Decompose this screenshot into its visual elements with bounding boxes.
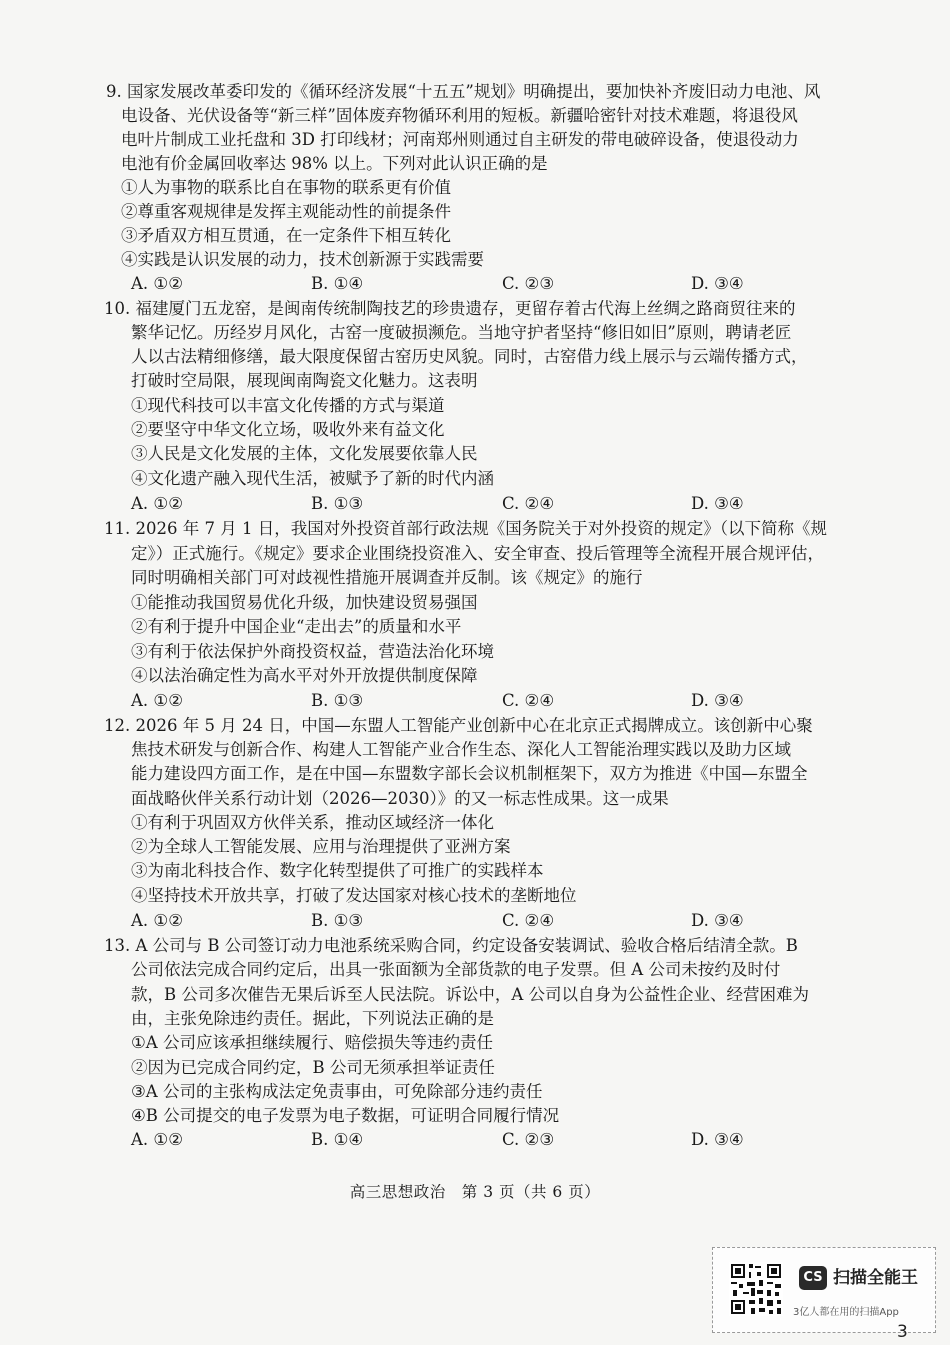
choice-c: C. ②③	[502, 274, 555, 293]
option-line: ②有利于提升中国企业“走出去”的质量和水平	[131, 617, 462, 636]
answer-choices	[0, 909, 950, 933]
option-line: ③人民是文化发展的主体，文化发展要依靠人民	[131, 444, 478, 463]
choice-a: A. ①②	[131, 1130, 183, 1149]
choice-b: B. ①③	[311, 691, 364, 710]
answer-choices	[0, 1128, 950, 1152]
choice-d: D. ③④	[691, 274, 744, 293]
question-line: 电叶片制成工业托盘和 3D 打印线材；河南郑州则通过自主研发的带电破碎设备，使退役动力	[121, 130, 799, 149]
choice-a: A. ①②	[131, 691, 183, 710]
option-line: ③有利于依法保护外商投资权益，营造法治化环境	[131, 642, 494, 661]
choice-a: A. ①②	[131, 911, 183, 930]
option-line: ①现代科技可以丰富文化传播的方式与渠道	[131, 396, 445, 415]
question-line: 面战略伙伴关系行动计划（2026—2030）》的又一标志性成果。这一成果	[131, 789, 669, 808]
question-line: 打破时空局限，展现闽南陶瓷文化魅力。这表明	[131, 371, 478, 390]
choice-d: D. ③④	[691, 1130, 744, 1149]
option-line: ④B 公司提交的电子发票为电子数据，可证明合同履行情况	[131, 1106, 560, 1125]
option-line: ③A 公司的主张构成法定免责事由，可免除部分违约责任	[131, 1082, 543, 1101]
option-line: ④文化遗产融入现代生活，被赋予了新的时代内涵	[131, 469, 494, 488]
scanner-watermark	[712, 1247, 936, 1333]
answer-choices	[0, 272, 950, 296]
scanner-brand-name: 扫描全能王	[833, 1268, 918, 1288]
choice-b: B. ①③	[311, 494, 364, 513]
question-line: 由，主张免除违约责任。据此，下列说法正确的是	[131, 1009, 494, 1028]
question-line: 公司依法完成合同约定后，出具一张面额为全部货款的电子发票。但 A 公司未按约及时付	[131, 960, 781, 979]
question-line: 12. 2026 年 5 月 24 日，中国—东盟人工智能产业创新中心在北京正式揭牌成立。该创新中心聚	[104, 716, 813, 735]
choice-b: B. ①④	[311, 274, 364, 293]
question-line: 同时明确相关部门可对歧视性措施开展调查并反制。该《规定》的施行	[131, 568, 643, 587]
question-line: 款，B 公司多次催告无果后诉至人民法院。诉讼中，A 公司以自身为公益性企业、经营困难为	[131, 985, 810, 1004]
option-line: ①能推动我国贸易优化升级，加快建设贸易强国	[131, 593, 478, 612]
choice-a: A. ①②	[131, 274, 183, 293]
choice-d: D. ③④	[691, 494, 744, 513]
choice-b: B. ①③	[311, 911, 364, 930]
option-line: ①A 公司应该承担继续履行、赔偿损失等违约责任	[131, 1033, 493, 1052]
choice-c: C. ②③	[502, 1130, 555, 1149]
question-line: 能力建设四方面工作，是在中国—东盟数字部长会议机制框架下，双方为推进《中国—东盟全	[131, 764, 808, 783]
option-line: ②因为已完成合同约定，B 公司无须承担举证责任	[131, 1058, 495, 1077]
option-line: ②尊重客观规律是发挥主观能动性的前提条件	[121, 202, 451, 221]
choice-b: B. ①④	[311, 1130, 364, 1149]
question-line: 电池有价金属回收率达 98% 以上。下列对此认识正确的是	[121, 154, 548, 173]
answer-choices	[0, 689, 950, 713]
question-line: 定》）正式施行。《规定》要求企业围绕投资准入、安全审查、投后管理等全流程开展合规评估，	[131, 544, 824, 563]
option-line: ③矛盾双方相互贯通，在一定条件下相互转化	[121, 226, 451, 245]
option-line: ①有利于巩固双方伙伴关系，推动区域经济一体化	[131, 813, 494, 832]
option-line: ④实践是认识发展的动力，技术创新源于实践需要	[121, 250, 484, 269]
question-line: 13. A 公司与 B 公司签订动力电池系统采购合同，约定设备安装调试、验收合格后结清全款。B	[104, 936, 798, 955]
option-line: ③为南北科技合作、数字化转型提供了可推广的实践样本	[131, 861, 544, 880]
question-line: 繁华记忆。历经岁月风化，古窑一度破损濒危。当地守护者坚持“修旧如旧”原则，聘请老匠	[131, 323, 792, 342]
question-line: 11. 2026 年 7 月 1 日，我国对外投资首部行政法规《国务院关于对外投资的规定》（以下简称《规	[104, 519, 827, 538]
question-line: 10. 福建厦门五龙窑，是闽南传统制陶技艺的珍贵遗存，更留存着古代海上丝绸之路商贸往来的	[104, 299, 796, 318]
scanner-tagline: 3亿人都在用的扫描App	[793, 1307, 899, 1318]
page-footer: 高三思想政治 第 3 页（共 6 页）	[349, 1183, 601, 1201]
answer-choices	[0, 492, 950, 516]
qr-code-icon	[729, 1262, 783, 1316]
choice-c: C. ②④	[502, 691, 555, 710]
choice-a: A. ①②	[131, 494, 183, 513]
option-line: ②要坚守中华文化立场，吸收外来有益文化	[131, 420, 445, 439]
choice-d: D. ③④	[691, 691, 744, 710]
option-line: ④坚持技术开放共享，打破了发达国家对核心技术的垄断地位	[131, 886, 577, 905]
choice-c: C. ②④	[502, 494, 555, 513]
option-line: ①人为事物的联系比自在事物的联系更有价值	[121, 178, 451, 197]
question-line: 焦技术研发与创新合作、构建人工智能产业合作生态、深化人工智能治理实践以及助力区域	[131, 740, 791, 759]
option-line: ②为全球人工智能发展、应用与治理提供了亚洲方案	[131, 837, 511, 856]
question-line: 人以古法精细修缮，最大限度保留古窑历史风貌。同时，古窑借力线上展示与云端传播方式，	[131, 347, 808, 366]
choice-c: C. ②④	[502, 911, 555, 930]
question-line: 电设备、光伏设备等“新三样”固体废弃物循环利用的短板。新疆哈密针对技术难题，将退役风	[121, 106, 798, 125]
option-line: ④以法治确定性为高水平对外开放提供制度保障	[131, 666, 478, 685]
question-line: 9. 国家发展改革委印发的《循环经济发展“十五五”规划》明确提出，要加快补齐废旧动力电池、风	[106, 82, 821, 101]
choice-d: D. ③④	[691, 911, 744, 930]
scan-page-number: 3	[897, 1322, 908, 1342]
camscanner-logo-icon: CS	[799, 1266, 827, 1290]
